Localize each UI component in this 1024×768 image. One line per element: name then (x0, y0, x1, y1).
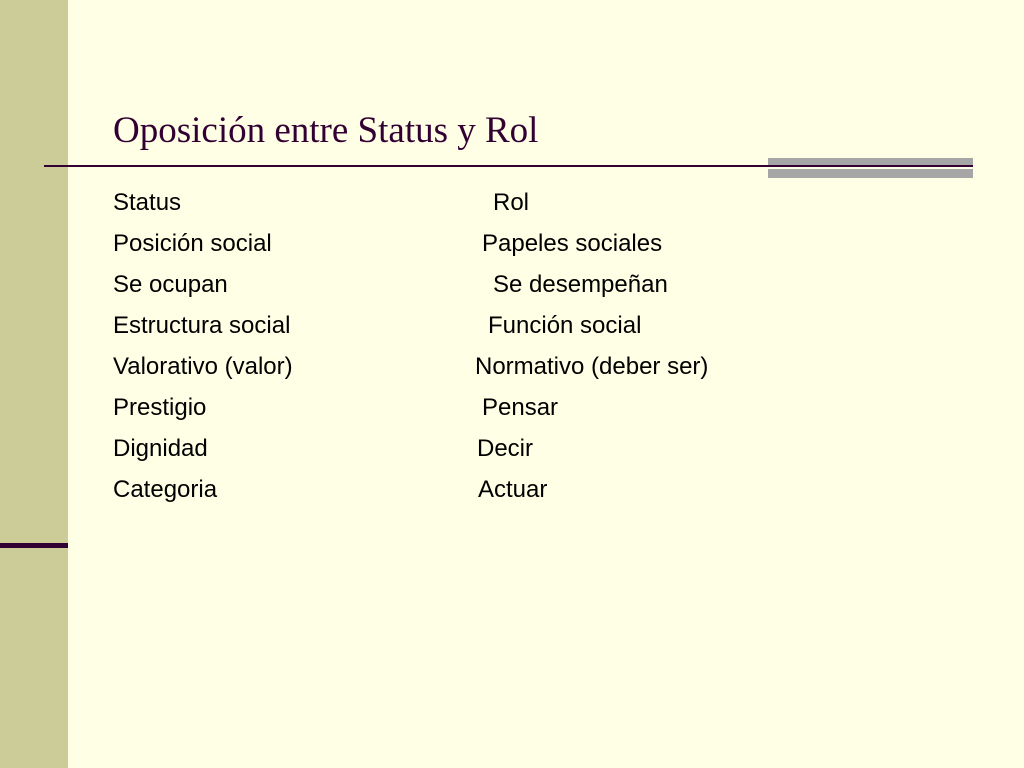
role-term: Normativo (deber ser) (475, 353, 709, 380)
status-term: Status (113, 189, 182, 216)
slide-title: Oposición entre Status y Rol (113, 110, 539, 151)
comparison-row (0, 188, 1024, 218)
status-term: Dignidad (113, 435, 208, 462)
comparison-row (0, 434, 1024, 464)
status-term: Valorativo (valor) (113, 353, 293, 380)
comparison-row (0, 229, 1024, 259)
role-term: Papeles sociales (482, 230, 663, 257)
role-term: Se desempeñan (493, 271, 668, 298)
comparison-row (0, 311, 1024, 341)
status-term: Estructura social (113, 312, 291, 339)
comparison-row (0, 270, 1024, 300)
role-term: Actuar (478, 476, 548, 503)
status-term: Prestigio (113, 394, 207, 421)
comparison-row (0, 475, 1024, 505)
status-term: Categoria (113, 476, 218, 503)
comparison-row (0, 393, 1024, 423)
role-term: Rol (493, 189, 530, 216)
role-term: Función social (488, 312, 642, 339)
status-term: Se ocupan (113, 271, 228, 298)
role-term: Decir (477, 435, 534, 462)
status-term: Posición social (113, 230, 272, 257)
role-term: Pensar (482, 394, 559, 421)
comparison-row (0, 352, 1024, 382)
